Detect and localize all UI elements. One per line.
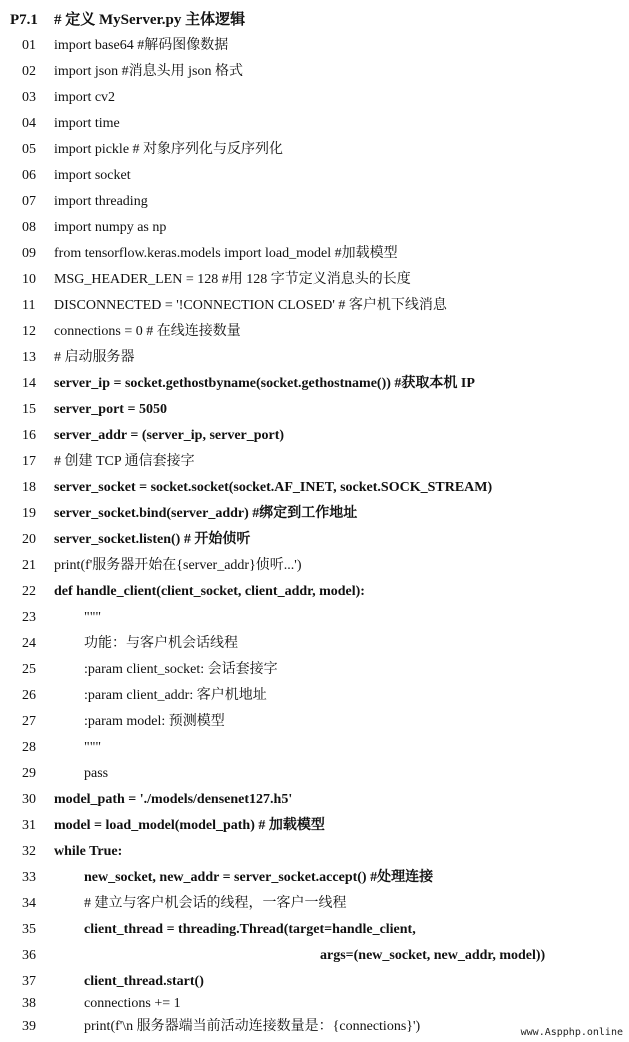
code-text: import base64 #解码图像数据 xyxy=(54,38,229,53)
watermark: www.Aspphp.online xyxy=(520,1027,623,1038)
line-number: 08 xyxy=(22,220,36,235)
code-text: 功能：与客户机会话线程 xyxy=(84,636,238,651)
line-number: 07 xyxy=(22,194,36,209)
line-number: 26 xyxy=(22,688,36,703)
code-text: import json #消息头用 json 格式 xyxy=(54,64,244,79)
line-number: 16 xyxy=(22,428,36,443)
code-text: # 启动服务器 xyxy=(54,350,135,365)
listing-label: P7.1 xyxy=(10,12,38,28)
line-number: 13 xyxy=(22,350,36,365)
code-text: server_addr = (server_ip, server_port) xyxy=(54,428,285,443)
code-text: :param model: 预测模型 xyxy=(84,714,225,729)
code-text: pass xyxy=(84,766,109,781)
line-number: 12 xyxy=(22,324,36,339)
code-text: while True: xyxy=(54,844,123,859)
code-text: """ xyxy=(84,740,102,755)
code-text: model = load_model(model_path) # 加载模型 xyxy=(54,818,325,833)
line-number: 03 xyxy=(22,90,36,105)
line-number: 19 xyxy=(22,506,36,521)
line-number: 18 xyxy=(22,480,36,495)
code-text: # 建立与客户机会话的线程，一客户一线程 xyxy=(84,896,347,911)
line-number: 21 xyxy=(22,558,36,573)
code-text: import pickle # 对象序列化与反序列化 xyxy=(54,142,284,157)
code-text: server_socket.bind(server_addr) #绑定到工作地址 xyxy=(54,506,358,521)
line-number: 36 xyxy=(22,948,36,963)
line-number: 04 xyxy=(22,116,36,131)
code-text: :param client_socket: 会话套接字 xyxy=(84,662,278,677)
line-number: 05 xyxy=(22,142,36,157)
listing-title xyxy=(10,8,245,30)
code-text: connections = 0 # 在线连接数量 xyxy=(54,324,241,339)
line-number: 27 xyxy=(22,714,36,729)
line-number: 06 xyxy=(22,168,36,183)
listing-title-text: # 定义 MyServer.py 主体逻辑 xyxy=(54,12,246,28)
code-text: import threading xyxy=(54,194,148,209)
code-text: connections += 1 xyxy=(84,996,181,1011)
code-text: server_port = 5050 xyxy=(54,402,167,417)
code-text: server_socket.listen() # 开始侦听 xyxy=(54,532,251,547)
line-number: 24 xyxy=(22,636,36,651)
line-number: 09 xyxy=(22,246,36,261)
code-text: from tensorflow.keras.models import load_model #加载模型 xyxy=(54,246,398,261)
line-number: 02 xyxy=(22,64,36,79)
line-number: 25 xyxy=(22,662,36,677)
code-text: print(f'\n 服务器端当前活动连接数量是：{connections}') xyxy=(84,1019,421,1034)
code-text: server_ip = socket.gethostbyname(socket.gethostname()) #获取本机 IP xyxy=(54,376,475,391)
code-text: import socket xyxy=(54,168,131,183)
code-text: client_thread = threading.Thread(target=handle_client, xyxy=(84,922,416,937)
line-number: 37 xyxy=(22,974,36,989)
line-number: 35 xyxy=(22,922,36,937)
code-text: DISCONNECTED = '!CONNECTION CLOSED' # 客户机下线消息 xyxy=(54,298,447,313)
line-number: 34 xyxy=(22,896,36,911)
code-text: import cv2 xyxy=(54,90,116,105)
code-text: def handle_client(client_socket, client_addr, model): xyxy=(54,584,365,599)
code-text: # 创建 TCP 通信套接字 xyxy=(54,454,195,469)
code-text: args=(new_socket, new_addr, model)) xyxy=(320,948,546,963)
line-number: 29 xyxy=(22,766,36,781)
line-number: 39 xyxy=(22,1019,36,1034)
line-number: 14 xyxy=(22,376,36,391)
line-number: 17 xyxy=(22,454,36,469)
code-text: import time xyxy=(54,116,120,131)
line-number: 28 xyxy=(22,740,36,755)
line-number: 30 xyxy=(22,792,36,807)
line-number: 01 xyxy=(22,38,36,53)
code-text: """ xyxy=(84,610,102,625)
code-text: new_socket, new_addr = server_socket.accept() #处理连接 xyxy=(84,870,434,885)
line-number: 15 xyxy=(22,402,36,417)
line-number: 32 xyxy=(22,844,36,859)
code-text: import numpy as np xyxy=(54,220,167,235)
code-text: model_path = './models/densenet127.h5' xyxy=(54,792,293,807)
line-number: 31 xyxy=(22,818,36,833)
line-number: 22 xyxy=(22,584,36,599)
line-number: 10 xyxy=(22,272,36,287)
code-text: :param client_addr: 客户机地址 xyxy=(84,688,267,703)
code-text: MSG_HEADER_LEN = 128 #用 128 字节定义消息头的长度 xyxy=(54,272,411,287)
line-number: 23 xyxy=(22,610,36,625)
code-text: server_socket = socket.socket(socket.AF_INET, socket.SOCK_STREAM) xyxy=(54,480,493,495)
line-number: 38 xyxy=(22,996,36,1011)
line-number: 33 xyxy=(22,870,36,885)
line-number: 20 xyxy=(22,532,36,547)
code-text: client_thread.start() xyxy=(84,974,204,989)
code-text: print(f'服务器开始在{server_addr}侦听...') xyxy=(54,558,302,573)
line-number: 11 xyxy=(22,298,36,313)
